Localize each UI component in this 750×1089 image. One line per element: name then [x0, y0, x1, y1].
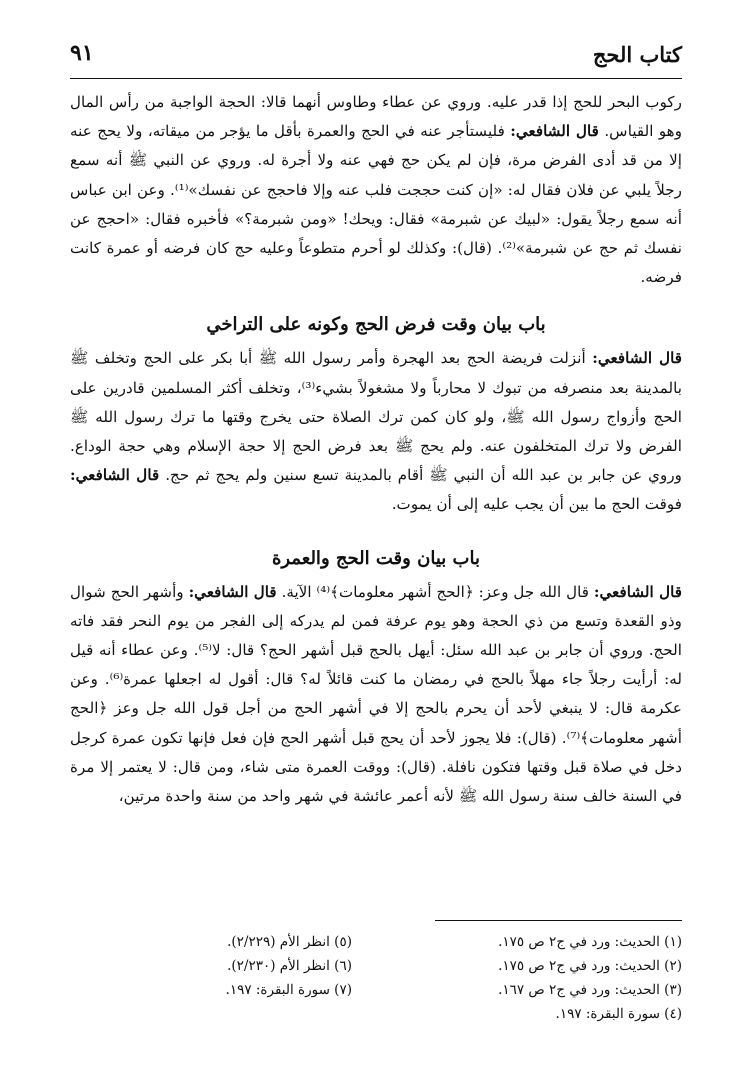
- paragraph-chapter2: [70, 578, 682, 812]
- footnotes-column-left: [102, 930, 352, 1002]
- paragraph-text: قال الله جل وعز: ﴿الحج أشهر معلومات﴾⁽⁴⁾ الآية.: [281, 582, 589, 601]
- paragraph-text: فوقت الحج ما بين أن يجب عليه إلى أن يموت.: [391, 495, 682, 514]
- speaker-label: قال الشافعي:: [70, 466, 160, 485]
- main-text: [70, 88, 682, 811]
- speaker-label: قال الشافعي:: [510, 122, 599, 141]
- paragraph-text: وأشهر الحج شوال وذو القعدة وتسع من ذي الحجة وهو يوم عرفة فمن لم يدركه إلى الفجر من يوم النحر فقد فاته الحج. وروي أن جابر بن عبد الله سئل: أيهل بالحج قبل أشهر الحج؟ قال: لا⁽⁵⁾. وعن عطاء أنه قيل له: أرأيت رجلاً جاء مهلاً بالحج في رمضان ما كنت قائلاً له؟ قال: أقول له اجعلها عمرة⁽⁶⁾. وعن عكرمة قال: لا ينبغي لأحد أن يحرم بالحج إلا في أشهر الحج من أجل قول الله جل وعز ﴿الحج أشهر معلومات﴾⁽⁷⁾. (قال): فلا يجوز لأحد أن يحج قبل أشهر الحج فإن فعل فإنها تكون عمرة كرجل دخل في صلاة قبل وقتها فتكون نافلة. (قال): ووقت العمرة متى شاء، ومن قال: لا يعتمر إلا مرة في السنة خالف سنة رسول الله ﷺ لأنه أعمر عائشة في شهر واحد من سنة واحدة مرتين،: [70, 582, 683, 806]
- paragraph-text: فليستأجر عنه في الحج والعمرة بأقل ما يؤجر من ميقاته، ولا يحج عنه إلا من قد أدى الفرض مرة، فإن لم يكن حج فهي عنه ولا أجرة له. وروي عن النبي ﷺ أنه سمع رجلاً يلبي عن فلان فقال له: «إن كنت حججت فلب عنه وإلا فاحجج عن نفسك»⁽¹⁾. وعن ابن عباس أنه سمع رجلاً يقول: «لبيك عن شبرمة» فقال: ويحك! «ومن شبرمة؟» فأخبره فقال: «احجج عن نفسك ثم حج عن شبرمة»⁽²⁾. (قال): وكذلك لو أحرم متطوعاً وعليه حج كان فرضه أو عمرة كانت فرضه.: [70, 122, 683, 287]
- footnote-item: (٧) سورة البقرة: ١٩٧.: [225, 982, 352, 998]
- page-number: ٩١: [70, 40, 94, 66]
- book-title: كتاب الحج: [592, 42, 682, 67]
- footnote-item: (٣) الحديث: ورد في ج٢ ص ١٦٧.: [498, 982, 682, 998]
- page-header: [70, 38, 682, 79]
- chapter-heading: باب بيان وقت الحج والعمرة: [272, 547, 480, 569]
- chapter-heading: باب بيان وقت فرض الحج وكونه على التراخي: [206, 314, 546, 336]
- speaker-label: قال الشافعي:: [592, 349, 682, 368]
- footnotes-column-right: [382, 930, 682, 1026]
- paragraph-text: ركوب البحر للحج إذا قدر عليه. وروي عن عطاء وطاوس أنهما قالا: الحجة الواجبة من رأس المال وهو القياس.: [70, 93, 683, 141]
- footnote-item: (٥) انظر الأم (٢/٢٢٩).: [227, 934, 352, 950]
- paragraph-chapter1: [70, 344, 682, 519]
- footnote-item: (٢) الحديث: ورد في ج٢ ص ١٧٥.: [498, 958, 682, 974]
- footnote-item: (٤) سورة البقرة: ١٩٧.: [555, 1006, 682, 1022]
- speaker-label: قال الشافعي:: [188, 582, 277, 601]
- paragraph-intro: [70, 88, 682, 292]
- footnote-item: (٦) انظر الأم (٢/٢٣٠).: [227, 958, 352, 974]
- speaker-label: قال الشافعي:: [593, 582, 683, 601]
- footnote-divider: [435, 920, 682, 921]
- footnote-item: (١) الحديث: ورد في ج٢ ص ١٧٥.: [498, 934, 682, 950]
- footnotes: [70, 930, 682, 1040]
- paragraph-text: أنزلت فريضة الحج بعد الهجرة وأمر رسول الله ﷺ أبا بكر على الحج وتخلف ﷺ بالمدينة بعد منصرفه من تبوك لا محارباً ولا مشغولاً بشيء⁽³⁾، وتخلف أكثر المسلمين قادرين على الحج وأزواج رسول الله ﷺ، ولو كان كمن ترك الصلاة حتى يخرج وقتها ما ترك رسول الله ﷺ الفرض ولا ترك المتخلفون عنه. ولم يحج ﷺ بعد فرض الحج إلا حجة الإسلام وهي حجة الوداع. وروي عن جابر بن عبد الله أن النبي ﷺ أقام بالمدينة تسع سنين ولم يحج ثم حج.: [70, 349, 682, 485]
